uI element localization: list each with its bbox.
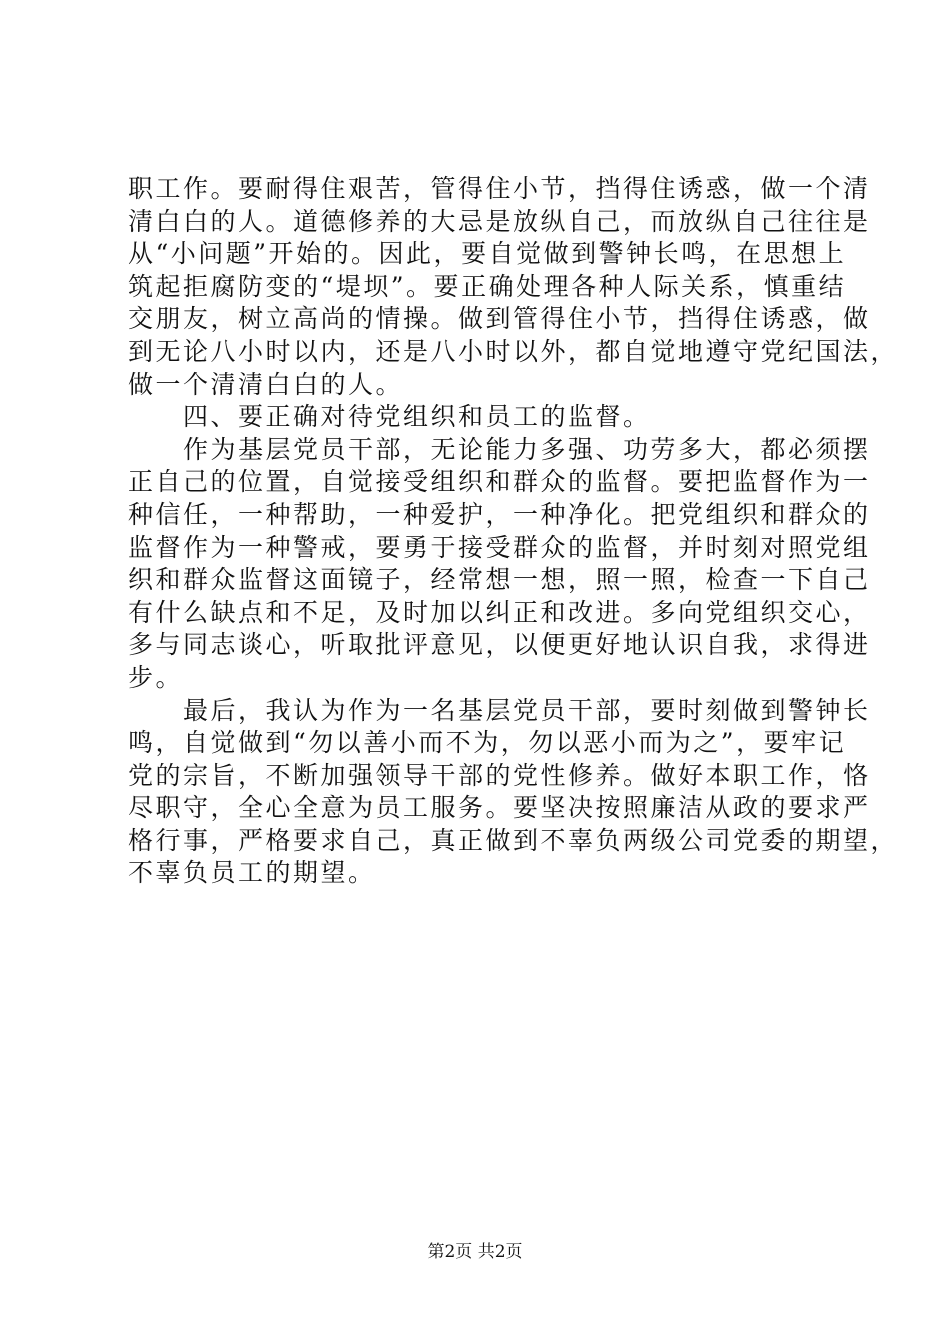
text-line: 监督作为一种警戒，要勇于接受群众的监督，并时刻对照党组 [128, 532, 871, 562]
text-line: 织和群众监督这面镜子，经常想一想，照一照，检查一下自己 [128, 565, 871, 595]
text-line: 步。 [128, 662, 184, 692]
text-line: 从“小问题”开始的。因此，要自觉做到警钟长鸣，在思想上 [128, 239, 847, 269]
document-body [128, 173, 899, 890]
text-line: 多与同志谈心，听取批评意见，以便更好地认识自我，求得进 [128, 630, 871, 660]
text-line: 作为基层党员干部，无论能力多强、功劳多大，都必须摆 [128, 434, 871, 464]
text-line: 职工作。要耐得住艰苦，管得住小节，挡得住诱惑，做一个清 [128, 174, 871, 203]
text-line: 交朋友，树立高尚的情操。做到管得住小节，挡得住诱惑，做 [128, 304, 871, 334]
text-line: 尽职守，全心全意为员工服务。要坚决按照廉洁从政的要求严 [128, 793, 871, 823]
text-line: 筑起拒腐防变的“堤坝”。要正确处理各种人际关系，慎重结 [128, 271, 847, 301]
text-line: 到无论八小时以内，还是八小时以外，都自觉地遵守党纪国法， [128, 336, 899, 366]
text-line: 格行事，严格要求自己，真正做到不辜负两级公司党委的期望， [128, 825, 899, 855]
page-number: 第2页 共2页 [427, 1242, 523, 1262]
text-line: 做一个清清白白的人。 [128, 369, 404, 399]
page-footer [0, 1241, 950, 1263]
section-heading: 四、要正确对待党组织和员工的监督。 [128, 402, 651, 432]
text-line: 有什么缺点和不足，及时加以纠正和改进。多向党组织交心， [128, 597, 871, 627]
text-line: 鸣，自觉做到“勿以善小而不为，勿以恶小而为之”，要牢记 [128, 728, 847, 758]
text-line: 党的宗旨，不断加强领导干部的党性修养。做好本职工作，恪 [128, 760, 871, 790]
text-line: 种信任，一种帮助，一种爱护，一种净化。把党组织和群众的 [128, 499, 871, 529]
text-line: 正自己的位置，自觉接受组织和群众的监督。要把监督作为一 [128, 467, 871, 497]
text-line: 不辜负员工的期望。 [128, 858, 376, 888]
text-line: 清白白的人。道德修养的大忌是放纵自己，而放纵自己往往是 [128, 206, 871, 236]
text-line: 最后，我认为作为一名基层党员干部，要时刻做到警钟长 [128, 695, 871, 725]
